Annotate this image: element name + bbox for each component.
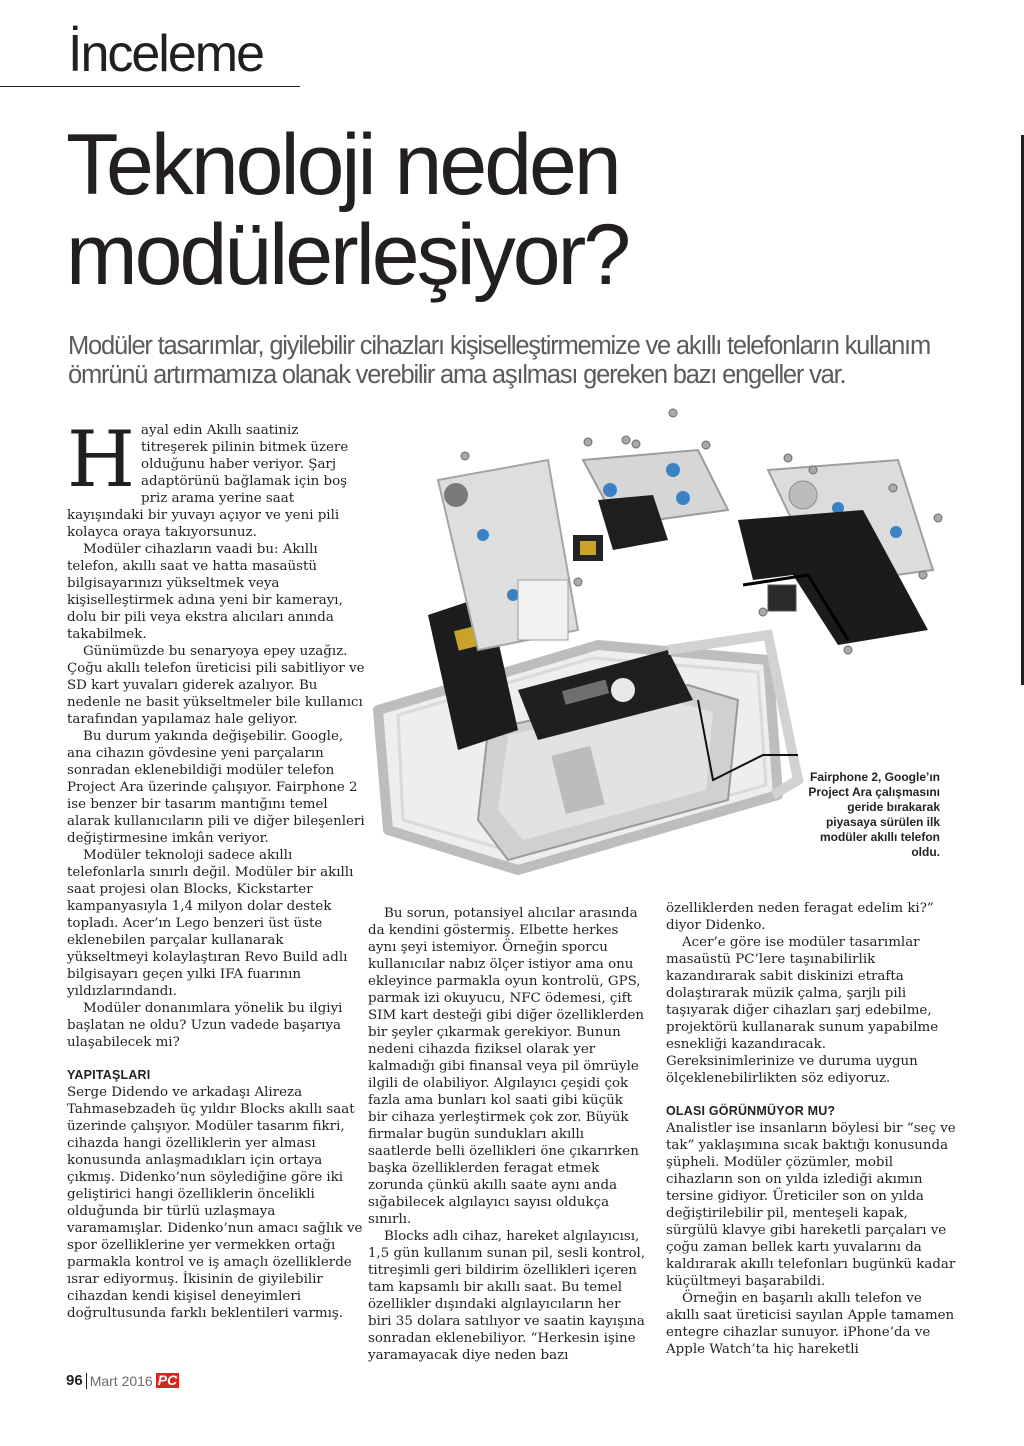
title-line-1: Teknoloji neden bbox=[66, 117, 619, 213]
paragraph: Günümüzde bu senaryoya epey uzağız. Çoğu akıllı telefon üreticisi pili sabitliyor ve SD kart yuvaları giderek azalıyor. Bu nedenle ne basit yükseltmeler bile kullanıcı tarafından yapılamaz hale geliyor. bbox=[67, 644, 365, 727]
paragraph: Blocks adlı cihaz, hareket algılayıcısı, 1,5 gün kullanım sunan pil, sesli kontrol, titreşimli geri bildirim özellikleri içeren tam kapsamlı bir akıllı saat. Bu temel özellikler dışındaki algılayıcıların her biri 35 dolara satılıyor ve saatin kayışına sonradan eklenebiliyor. “Herkesin işine yaramayacak diye neden bazı bbox=[368, 1229, 646, 1363]
article-title bbox=[66, 117, 826, 303]
column-3 bbox=[666, 900, 956, 1358]
article-deck: Modüler tasarımlar, giyilebilir cihazları kişiselleştirmemize ve akıllı telefonların kullanım ömrünü artırmamıza olanak verebilir ama aşılması gereken bazı engeller var. bbox=[68, 332, 930, 389]
subheading-olasi-gorunmuyor-mu: OLASI GÖRÜNMÜYOR MU? bbox=[666, 1104, 836, 1118]
small-camera-board bbox=[573, 495, 668, 561]
section-rule bbox=[0, 86, 300, 87]
page-number: 96 bbox=[66, 1372, 83, 1389]
column-1 bbox=[67, 415, 367, 1322]
page-footer bbox=[66, 1372, 179, 1389]
paragraph: Modüler cihazların vaadi bu: Akıllı telefon, akıllı saat ve hatta masaüstü bilgisayarınızı yükseltmek veya kişiselleştirmek adına yeni bir kamerayı, dolu bir pili veya ekstra alıcıları anında takabilmek. bbox=[67, 542, 343, 642]
footer-divider bbox=[86, 1373, 87, 1389]
paragraph: Örneğin en başarılı akıllı telefon ve akıllı saat üreticisi sayılan Apple tamamen entegre cihazlar sunuyor. iPhone’da ve Apple Watch’ta hiç hareketli bbox=[666, 1291, 955, 1357]
paragraph: özelliklerden neden feragat edelim ki?” diyor Didenko. bbox=[666, 901, 934, 933]
paragraph: Serge Didendo ve arkadaşı Alireza Tahmasebzadeh üç yıldır Blocks akıllı saat üzerinde çalışıyor. Modüler tasarım fikri, cihazda hangi özelliklerin yer alması konusunda anlaşmadıkları için ortaya çıkmış. Didenko’nun söylediğine göre iki geliştirici hangi özelliklerin öncelikli olduğunda bir türlü uzlaşmaya varamamışlar. Didenko’nun amacı sağlık ve spor özelliklerine yer vermekken ortağı parmakla kontrol ve iş amaçlı özelliklerde ısrar ediyormuş. İkisinin de giyilebilir cihazdan kendi kişisel deneyimleri doğrultusunda farklı beklentileri varmış. bbox=[67, 1085, 363, 1321]
intro-text: ayal edin Akıllı saatiniz titreşerek pilinin bitmek üzere olduğunu haber veriyor. Şarj adaptörünü bağlamak için boş priz arama yerine saat kayışındaki bir yuvayı açıyor ve yeni pili kolayca oraya takıyorsunuz. bbox=[67, 423, 349, 540]
brand-logo: PC bbox=[157, 1372, 178, 1388]
photo-caption: Fairphone 2, Google’ın Project Ara çalışmasını geride bırakarak piyasaya sürülen ilk modüler akıllı telefon oldu. bbox=[808, 770, 940, 859]
issue-date: Mart 2016 bbox=[89, 1372, 153, 1389]
paragraph: Modüler donanımlara yönelik bu ilgiyi başlatan ne oldu? Uzun vadede başarıya ulaşabilecek mi? bbox=[67, 1001, 343, 1050]
paragraph: Modüler teknoloji sadece akıllı telefonlarla sınırlı değil. Modüler bir akıllı saat projesi olan Blocks, Kickstarter kampanyasıyla 1,4 milyon dolar destek topladı. Acer’ın Lego benzeri üst üste eklenebilen parçalar kullanarak yükseltmeyi kolaylaştıran Revo Build adlı bilgisayarı geçen yılki IFA fuarının yıldızlarındandı. bbox=[67, 848, 354, 999]
paragraph-intro bbox=[67, 415, 367, 541]
title-line-2: modülerleşiyor? bbox=[66, 207, 629, 303]
drop-cap: H bbox=[67, 415, 136, 505]
paragraph: Bu sorun, potansiyel alıcılar arasında da kendini göstermiş. Elbette herkes aynı şeyi istemiyor. Örneğin sporcu kullanıcılar nabız ölçer istiyor ama onu ekleyince parmakla oyun kontrolü, GPS, parmak izi okuyucu, NFC ödemesi, çift SIM kart desteği gibi diğer özelliklerden bir şeyler çıkarmak gerekiyor. Bunun nedeni cihazda fiziksel olarak yer kalmadığı gibi finansal veya pil ömrüyle ilgili de olabiliyor. Algılayıcı çeşidi çok fazla ama bunları kol saati gibi küçük bir cihaza yerleştirmek çok zor. Büyük firmalar bugün sundukları akıllı saatlerde belli özellikleri öne çıkarırken başka özelliklerden feragat etmek zorunda çünkü akıllı saate aynı anda sığabilecek algılayıcı sayısı oldukça sınırlı. bbox=[368, 906, 645, 1227]
section-label: İnceleme bbox=[68, 25, 263, 83]
paragraph: Acer’e göre ise modüler tasarımlar masaüstü PC’lere taşınabilirlik kazandırarak sabit diskinizi etrafta dolaştırarak müzik çalma, şarjlı pili taşıyarak diğer cihazları şarj edebilme, projektörü kullanarak sunum yapabilme esnekliği kazandıracak. Gereksinimlerinize ve duruma uygun ölçeklenebilirlikten söz ediyoruz. bbox=[666, 935, 939, 1086]
subheading-yapitaslari: YAPITAŞLARI bbox=[67, 1068, 151, 1082]
paragraph: Analistler ise insanların böylesi bir “seç ve tak” yaklaşımına sıcak baktığı konusunda şüpheli. Modüler çözümler, mobil cihazların son on yılda izlediği akımın tersine gidiyor. Üreticiler son on yılda değiştirilebilir pil, menteşeli kapak, sürgülü klavye gibi hareketli parçaları ve çoğu zaman bellek kartı yuvalarını da kaldırarak akıllı telefonları bugünkü kadar küçültmeyi başarabildi. bbox=[666, 1121, 956, 1289]
paragraph: Bu durum yakında değişebilir. Google, ana cihazın gövdesine yeni parçaların sonradan eklenebildiği modüler telefon Project Ara üzerinde çalışıyor. Fairphone 2 ise benzer bir tasarım mantığını temel alarak kullanıcıların pili ve diğer bileşenleri değiştirmesine imkân veriyor. bbox=[67, 729, 365, 846]
column-2 bbox=[368, 905, 646, 1364]
